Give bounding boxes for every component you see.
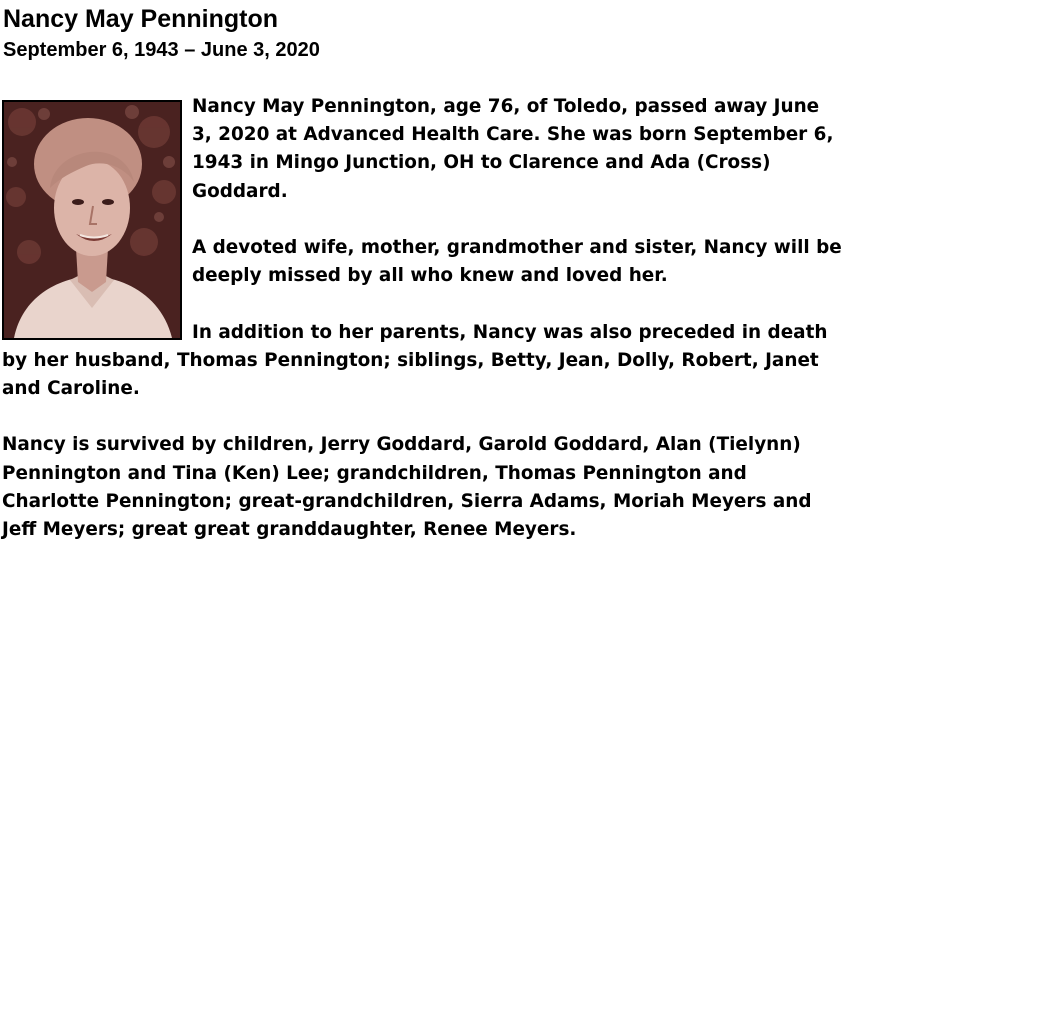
obituary-body <box>2 93 842 544</box>
obituary-name: Nancy May Pennington <box>3 5 279 33</box>
obituary-dates: September 6, 1943 – June 3, 2020 <box>3 39 320 61</box>
portrait-icon <box>4 102 180 338</box>
portrait-photo <box>2 100 182 340</box>
obituary-paragraph-survivors: Nancy is survived by children, Jerry Goddard, Garold Goddard, Alan (Tielynn) Pennington and Tina (Ken) Lee; grandchildren, Thomas Pennington and Charlotte Pennington; great-grandchildren, Sierra Adams, Moriah Meyers and Jeff Meyers; great great granddaughter, Renee Meyers. <box>2 434 812 540</box>
obituary-paragraph-intro: Nancy May Pennington, age 76, of Toledo, passed away June 3, 2020 at Advanced Health Care. She was born September 6, 1943 in Mingo Junction, OH to Clarence and Ada (Cross) Goddard. <box>192 96 834 202</box>
obituary-paragraph-preceded: In addition to her parents, Nancy was also preceded in death by her husband, Thomas Pennington; siblings, Betty, Jean, Dolly, Robert, Janet and Caroline. <box>2 321 828 399</box>
obituary-paragraph-tribute: A devoted wife, mother, grandmother and sister, Nancy will be deeply missed by all who knew and loved her. <box>192 237 842 287</box>
